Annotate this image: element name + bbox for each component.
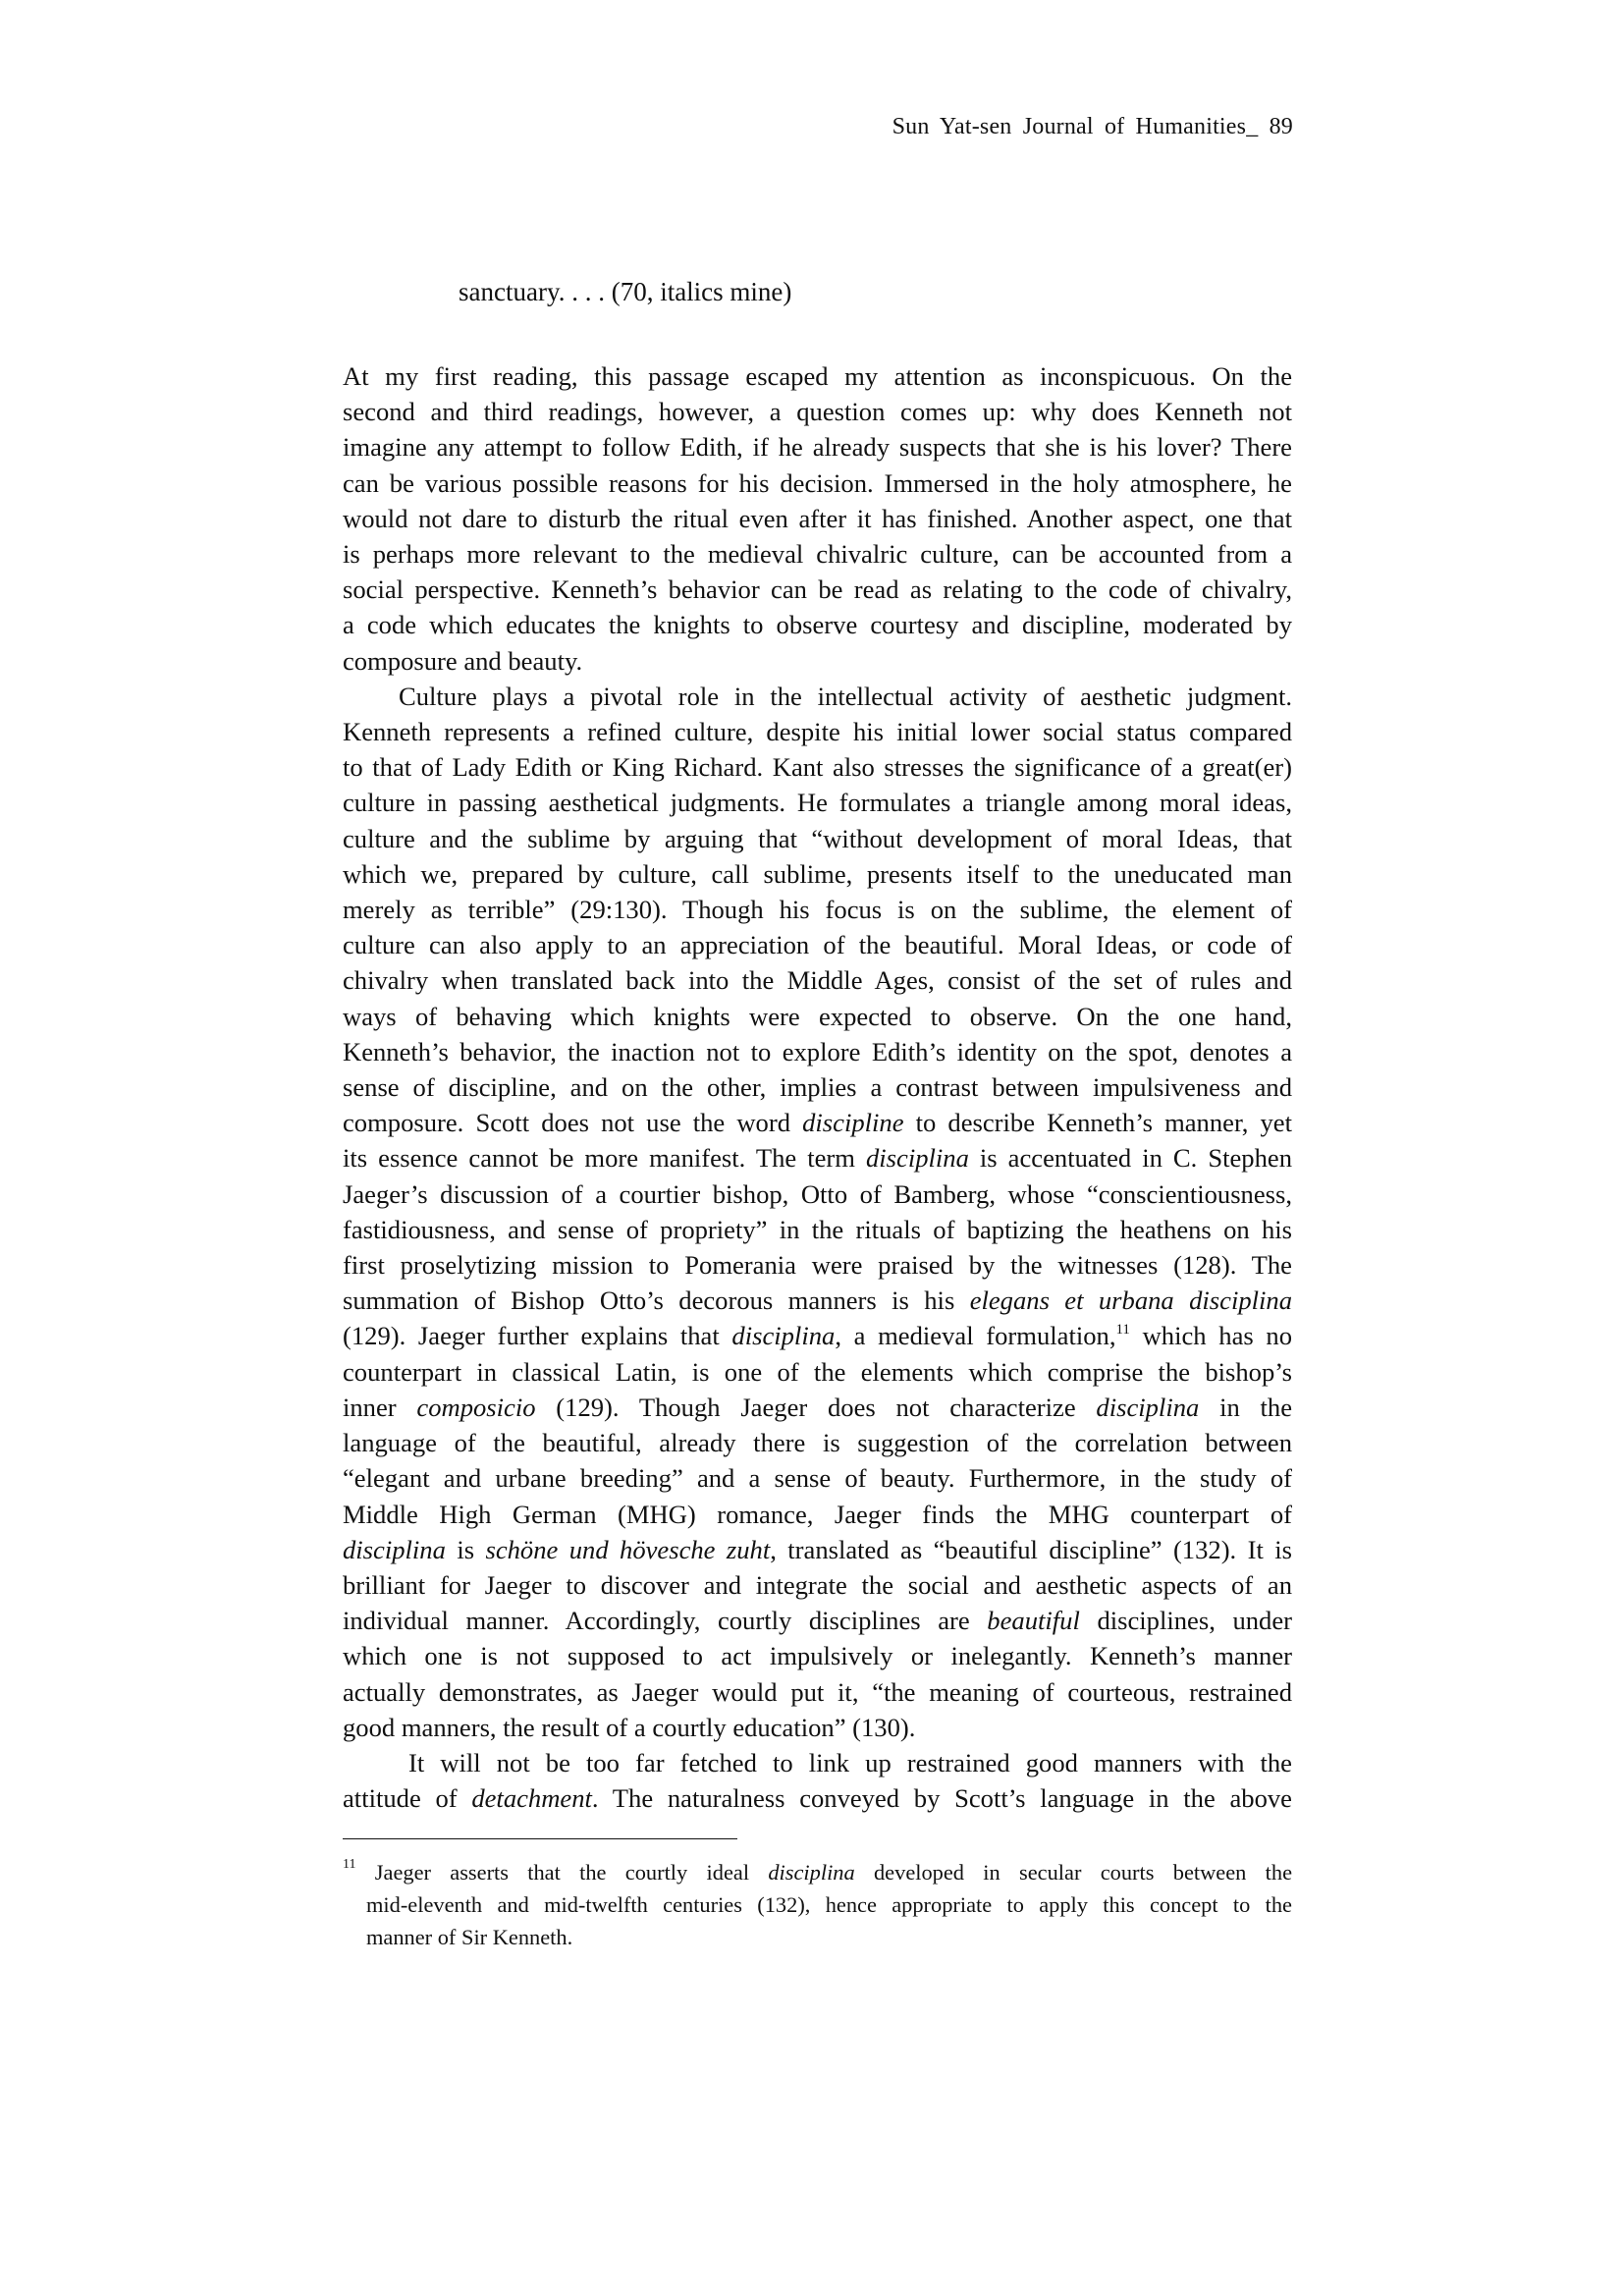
text-line: Jaeger’s discussion of a courtier bishop, Otto of Bamberg, whose “conscientiousness, <box>343 1178 1292 1209</box>
emphasis: schöne und hövesche zuht <box>485 1534 771 1564</box>
text-line: would not dare to disturb the ritual even after it has finished. Another aspect, one that <box>343 503 1292 533</box>
emphasis: disciplina <box>865 1143 969 1174</box>
text-line: is perhaps more relevant to the medieval chivalric culture, can be accounted from a <box>343 539 1292 570</box>
text-line: manner of Sir Kenneth. <box>366 1925 573 1949</box>
emphasis: discipline <box>802 1108 904 1138</box>
text-line: summation of Bishop Otto’s decorous manners is his elegans et urbana disciplina <box>343 1285 1293 1316</box>
text-line: a code which educates the knights to observe courtesy and discipline, moderated by <box>343 610 1292 640</box>
text-line: mid-eleventh and mid-twelfth centuries (132), hence appropriate to apply this concept to the <box>366 1892 1292 1917</box>
text-line: Culture plays a pivotal role in the intellectual activity of aesthetic judgment. <box>399 681 1292 711</box>
text-line: composure and beauty. <box>343 645 583 676</box>
emphasis: detachment <box>471 1783 592 1814</box>
paragraph-3 <box>343 1745 1292 1816</box>
text-line: ways of behaving which knights were expected to observe. On the one hand, <box>343 1001 1292 1031</box>
text-line: Middle High German (MHG) romance, Jaeger finds the MHG counterpart of <box>343 1499 1292 1529</box>
text-line: Kenneth represents a refined culture, despite his initial lower social status compared <box>343 717 1292 747</box>
paragraph-2 <box>343 679 1292 1745</box>
text-line: actually demonstrates, as Jaeger would put it, “the meaning of courteous, restrained <box>343 1676 1292 1707</box>
text-line: At my first reading, this passage escaped my attention as inconspicuous. On the <box>343 361 1292 391</box>
text-line: (129). Jaeger further explains that disciplina, a medieval formulation,$^{11}$ which has no <box>343 1321 1292 1351</box>
emphasis: elegans et urbana disciplina <box>969 1285 1293 1316</box>
text-line: culture and the sublime by arguing that “without development of moral Ideas, that <box>343 823 1292 853</box>
footnote-number: 11 <box>343 1856 356 1872</box>
text-line: culture in passing aesthetical judgments. He formulates a triangle among moral ideas, <box>343 788 1292 818</box>
block-quote-ending: sanctuary. . . . (70, italics mine) <box>459 277 792 306</box>
text-line: $^{11}$ Jaeger asserts that the courtly ideal disciplina developed in secular courts between the <box>343 1856 1293 1885</box>
emphasis: beautiful <box>987 1606 1080 1636</box>
emphasis: composicio <box>416 1392 536 1422</box>
text-line: composure. Scott does not use the word discipline to describe Kenneth’s manner, yet <box>343 1108 1292 1138</box>
text-line: inner composicio (129). Though Jaeger does not characterize disciplina in the <box>343 1392 1292 1422</box>
text-line: individual manner. Accordingly, courtly disciplines are beautiful disciplines, under <box>343 1606 1292 1636</box>
text-line: “elegant and urbane breeding” and a sense of beauty. Furthermore, in the study of <box>343 1463 1292 1494</box>
text-line: culture can also apply to an appreciation of the beautiful. Moral Ideas, or code of <box>343 930 1292 960</box>
text-line: which one is not supposed to act impulsively or inelegantly. Kenneth’s manner <box>343 1641 1292 1671</box>
text-line: fastidiousness, and sense of propriety” in the rituals of baptizing the heathens on his <box>343 1214 1292 1244</box>
emphasis: disciplina <box>343 1534 446 1564</box>
text-line: disciplina is schöne und hövesche zuht, translated as “beautiful discipline” (132). It is <box>343 1534 1293 1564</box>
text-line: which we, prepared by culture, call sublime, presents itself to the uneducated man <box>343 858 1292 889</box>
emphasis: disciplina <box>731 1321 836 1351</box>
text-line: Kenneth’s behavior, the inaction not to explore Edith’s identity on the spot, denotes a <box>343 1036 1292 1066</box>
footnote-separator <box>343 1838 737 1839</box>
paragraph-1 <box>343 358 1292 679</box>
text-line: brilliant for Jaeger to discover and integrate the social and aesthetic aspects of an <box>343 1569 1292 1600</box>
text-line: can be various possible reasons for his decision. Immersed in the holy atmosphere, he <box>343 467 1292 498</box>
footnote <box>343 1856 1292 1953</box>
text-line: good manners, the result of a courtly education” (130). <box>343 1712 916 1742</box>
text-line: to that of Lady Edith or King Richard. Kant also stresses the significance of a great(er) <box>343 752 1292 783</box>
text-line: attitude of detachment. The naturalness conveyed by Scott’s language in the above <box>343 1783 1292 1814</box>
text-line: social perspective. Kenneth’s behavior can be read as relating to the code of chivalry, <box>343 574 1292 605</box>
text-line: language of the beautiful, already there is suggestion of the correlation between <box>343 1428 1292 1458</box>
footnote-reference[interactable]: 11 <box>1115 1321 1130 1338</box>
text-line: counterpart in classical Latin, is one of the elements which comprise the bishop’s <box>343 1356 1292 1387</box>
text-line: merely as terrible” (29:130). Though his focus is on the sublime, the element of <box>343 895 1292 925</box>
emphasis: disciplina <box>1096 1392 1200 1422</box>
text-line: first proselytizing mission to Pomerania were praised by the witnesses (128). The <box>343 1250 1292 1281</box>
text-line: sense of discipline, and on the other, implies a contrast between impulsiveness and <box>343 1072 1292 1103</box>
text-line: its essence cannot be more manifest. The term disciplina is accentuated in C. Stephen <box>343 1143 1292 1174</box>
running-head: Sun Yat-sen Journal of Humanities_ 89 <box>892 114 1293 139</box>
text-line: It will not be too far fetched to link up restrained good manners with the <box>408 1747 1292 1777</box>
text-line: second and third readings, however, a question comes up: why does Kenneth not <box>343 397 1292 427</box>
body-text <box>343 358 1292 1816</box>
text-line: chivalry when translated back into the Middle Ages, consist of the set of rules and <box>343 965 1292 996</box>
text-line: imagine any attempt to follow Edith, if he already suspects that she is his lover? There <box>343 432 1292 463</box>
emphasis: disciplina <box>768 1860 855 1885</box>
